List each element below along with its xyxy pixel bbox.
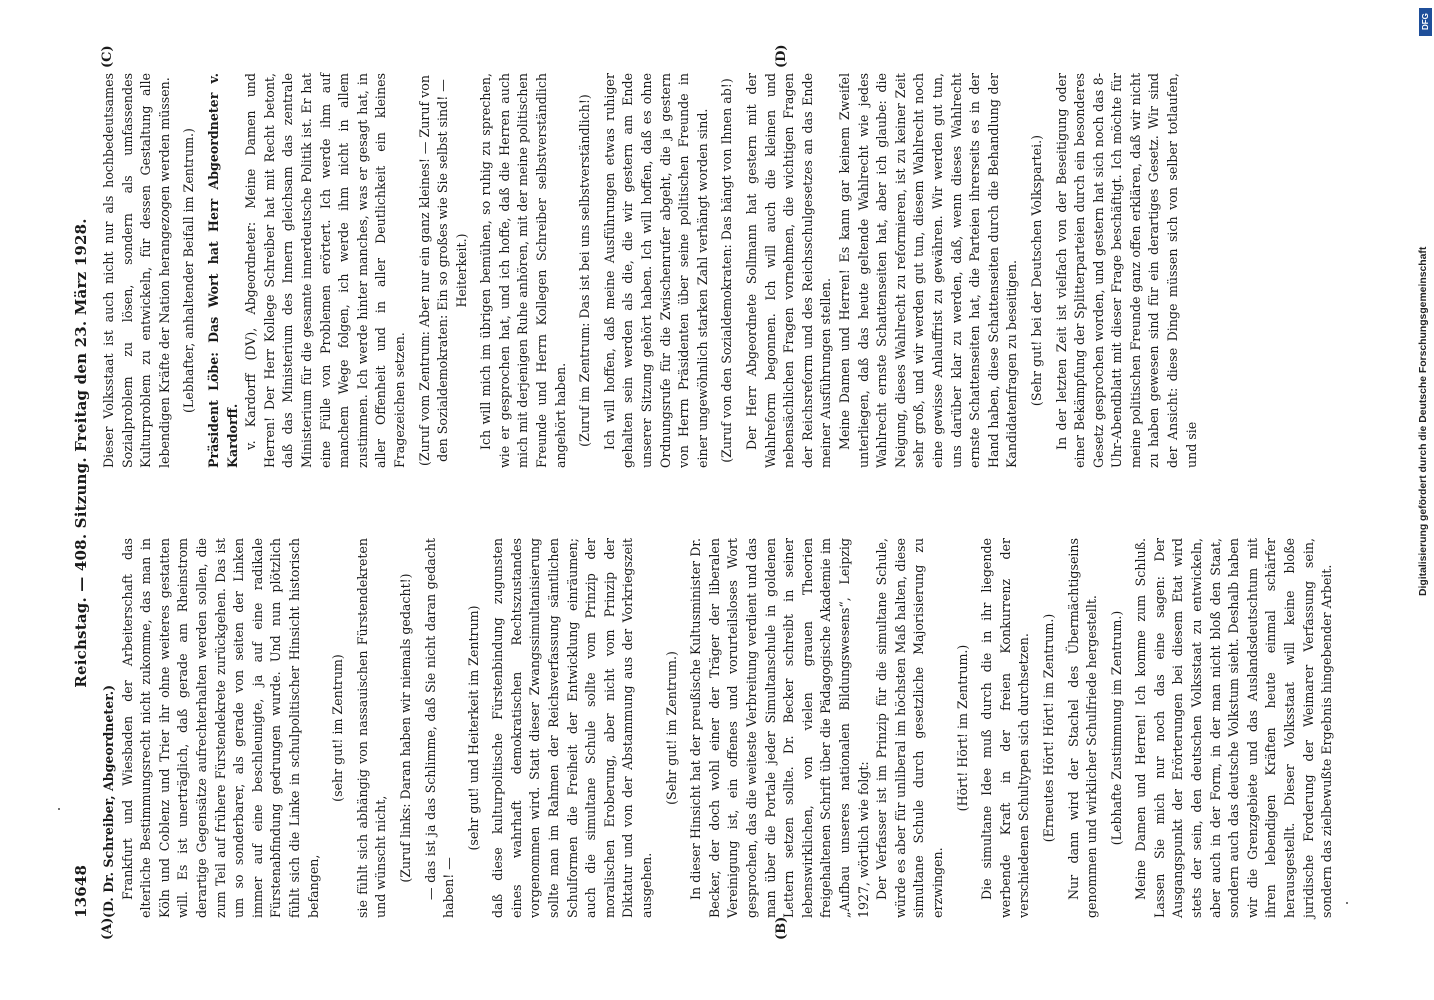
margin-mark-a: (A) [100, 917, 115, 940]
margin-mark-d: (D) [774, 44, 789, 68]
interjection: (Sehr gut! im Zentrum.) [663, 651, 679, 805]
paragraph: sie fühlt sich abhängig von nassauischen Fürstendekreten und wünscht nicht, [354, 538, 389, 918]
paragraph: Die simultane Idee muß durch die in ihr liegende werbende Kraft in der freien Konkurrenz der verschiedenen Schultypen sich durchsetzen. [979, 538, 1032, 918]
paragraph: In der letzten Zeit ist vielfach von der Beseitigung oder einer Bekämpfung der Splitterparteien durch ein besonderes Gesetz gesprochen worden, und gestern hat sich noch das 8-Uhr-Abendblatt mit dieser Frage beschäftigt. Ich möchte für meine politischen Freunde ganz offen erklären, daß wir nicht zu haben gewesen sind für ein derartiges Gesetz. Wir sind der Ansicht: diese Dinge müssen sich von selber totlaufen, und sie [1053, 73, 1199, 468]
interjection: (Hört! Hört! im Zentrum.) [954, 644, 970, 812]
interjection: (sehr gut! und Heiterkeit im Zentrum) [465, 605, 481, 851]
paragraph: Der Herr Abgeordnete Sollmann hat gestern mit der Wahlreform begonnen. Ich will auch die kleinen und nebensächlichen Fragen vornehmen, die wichtigen Fragen der Reichsreform und des Reichsschulgesetzes an das Ende meiner Ausführungen stellen. [744, 73, 834, 468]
dfg-logo-icon: DFG [1419, 8, 1432, 36]
paragraph: Der Verfasser ist im Prinzip für die simultane Schule, würde es aber für unliberal im höchsten Maß halten, diese simultane Schule durch gesetzliche Majorisierung zu erzwingen. [874, 538, 945, 918]
interjection: (Sehr gut! bei der Deutschen Volkspartei.) [1028, 134, 1044, 407]
paragraph: Meine Damen und Herren! Ich komme zum Schluß. Lassen Sie mich nur noch das eine sagen: Der Ausgangspunkt der Erörterungen bei diesem Etat wird stets der sein, den deutschen Volksstaat zu entwickeln, aber auch in der Form, in der man nicht bloß den Staat, sondern auch das deutsche Volkstum sieht. Deshalb haben wir die Grenzgebiete und das Auslandsdeutschtum mit ihren lebendigen Kräften heute einmal schärfer herausgestellt. Dieser Volksstaat will keine bloße juridische Forderung der Weimarer Verfassung sein, sondern das zielbewußte Ergebnis hingebender Arbeit. [1133, 538, 1335, 918]
paragraph: Frankfurt und Wiesbaden der Arbeiterschaft das elterliche Bestimmungsrecht nicht zukomme, das man in Köln und Coblenz und Trier ihr ohne weiteres gestatten will. Es ist unerträglich, daß gerade am Rheinstrom derartige Gegensätze aufrechterhalten werden sollen, die zum Teil auf frühere Fürstendekrete zurückgehen. Das ist um so sonderbarer, als gerade von seiten der Linken immer auf eine beschleunigte, ja auf eine radikale Fürstenabfindung gedrungen wurde. Und nun plötzlich fühlt sich die Linke in schulpolitischer Hinsicht historisch befangen, [119, 538, 321, 918]
paragraph: Dieser Volksstaat ist auch nicht nur als hochbedeutsames Sozialproblem zu lösen, sondern als umfassendes Kulturproblem zu entwickeln, für dessen Gestaltung alle lebendigen Kräfte der Nation herangezogen werden müssen. [101, 73, 172, 468]
digitization-credit: Digitalisierung gefördert durch die Deutsche Forschungsgemeinschaft [1418, 246, 1429, 596]
scan-speck [1346, 902, 1348, 904]
rotated-page [54, 38, 1335, 940]
interjection: (sehr gut! im Zentrum) [330, 654, 346, 802]
interjection: (Erneutes Hört! Hört! im Zentrum.) [1040, 613, 1056, 843]
paragraph: — das ist ja das Schlimme, daß Sie nicht daran gedacht haben! — [422, 538, 457, 918]
interjection: (Zuruf vom Zentrum: Aber nur ein ganz kleines! — Zuruf von den Sozialdemokraten: Ein so großes wie Sie selbst sind! — Heiterkeit.) [416, 75, 469, 466]
paragraph: Ich will mich im übrigen bemühen, so ruhig zu sprechen, wie er gesprochen hat, und ich hoffe, daß die Herren auch mich mit derjenigen Ruhe anhören, mit der meine politischen Freunde und Herrn Kollegen Schreiber selbstverständlich angehört haben. [478, 73, 568, 468]
text-column-right [100, 73, 1260, 468]
session-title: Reichstag. — 408. Sitzung. Freitag den 23. März 1928. [72, 218, 90, 688]
paragraph: v. Kardorff (DV), Abgeordneter: Meine Damen und Herren! Der Herr Kollege Schreiber hat mit Recht betont, daß das Ministerium des Innern gleichsam das zentrale Ministerium für die gesamte innerdeutsche Politik ist. Er hat eine Fülle von Problemen erörtert. Ich werde ihm auf manchem Wege folgen, ich werde ihm nicht in allem zustimmen. Ich werde hinter manches, was er gesagt hat, in aller Offenheit und in aller Deutlichkeit ein kleines Fragezeichen setzen. [243, 73, 407, 468]
interjection: (Zuruf von den Sozialdemokraten: Das hängt von Ihnen ab!) [719, 78, 735, 463]
interjection: (Lebhafte Zustimmung im Zentrum.) [1108, 610, 1124, 846]
interjection: (Zuruf links: Daran haben wir niemals gedacht!) [397, 573, 413, 883]
speaker-line: (D. Dr. Schreiber, Abgeordneter.) [101, 684, 116, 918]
paragraph: Meine Damen und Herren! Es kann gar keinem Zweifel unterliegen, daß das heute geltende Wahlrecht wie jedes Wahlrecht ernste Schattenseiten hat, aber ich glaube: die Neigung, dieses Wahlrecht zu reformieren, ist zu keiner Zeit sehr groß, und wir werden gut tun, diesem Wahlrecht noch eine gewisse Anlauffrist zu gewähren. Wir werden gut tun, uns darüber klar zu werden, daß, wenn dieses Wahlrecht ernste Schattenseiten hat, die Parteien ihrerseits es in der Hand haben, diese Schattenseiten durch die Behandlung der Kandidatenfragen zu beseitigen. [836, 73, 1020, 468]
interjection: (Lebhafter, anhaltender Beifall im Zentrum.) [181, 128, 197, 413]
paragraph: Nur dann wird der Stachel des Übermächtigseins genommen und wirklicher Schulfriede hergestellt. [1065, 538, 1100, 918]
margin-mark-c: (C) [100, 45, 115, 68]
scan-speck [58, 808, 60, 810]
paragraph: In dieser Hinsicht hat der preußische Kultusminister Dr. Becker, der doch wohl einer der Träger der liberalen Vereinigung ist, ein offenes und vorurteilsloses Wort gesprochen, das die weiteste Verbreitung verdient und das man über die Portale jeder Simultanschule in goldenen Lettern setzen sollte. Dr. Becker schreibt in seiner lebenswirklichen, von vielen grauen Theorien freigehaltenen Schrift über die Pädagogische Akademie im „Aufbau unseres nationalen Bildungswesens“, Leipzig 1927, wörtlich wie folgt: [688, 538, 871, 918]
margin-mark-b: (B) [774, 916, 789, 940]
paragraph: daß diese kulturpolitische Fürstenbindung zugunsten eines wahrhaft demokratischen Rechtszustandes vorgenommen wird. Statt dieser Zwangssimultanisierung sollte man im Rahmen der Reichsverfassung sämtlichen Schulformen die Freiheit der Entwicklung einräumen; auch die simultane Schule sollte vom Prinzip der moralischen Eroberung, aber nicht vom Prinzip der Diktatur und von der Abstammung aus der Vorkriegszeit ausgehen. [490, 538, 655, 918]
speaker-line: Präsident Löbe: Das Wort hat Herr Abgeordneter v. Kardorff. [205, 73, 240, 468]
interjection: (Zuruf im Zentrum: Das ist bei uns selbstverständlich!) [577, 94, 593, 447]
text-column-left [100, 538, 1335, 918]
page-number: 13648 [72, 864, 90, 918]
page-header [72, 58, 96, 918]
paragraph: Ich will hoffen, daß meine Ausführungen etwas ruhiger gehalten sein werden als die, die wir gestern am Ende unserer Sitzung gehört haben. Ich will hoffen, daß es ohne Ordnungsrufe für die Zwischenrufer abgeht, die ja gestern von Herrn Präsidenten über seine politischen Freunde in einer ungewöhnlich starken Zahl verhängt worden sind. [601, 73, 710, 468]
